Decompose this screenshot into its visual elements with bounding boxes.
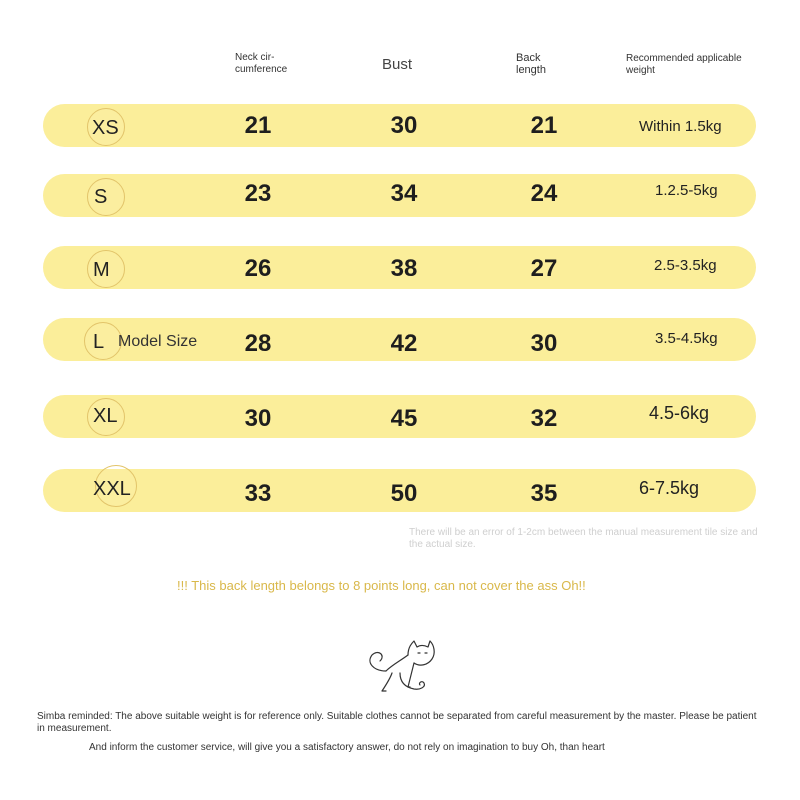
neck-value: 26 [244,255,272,282]
weight-value: Within 1.5kg [639,118,722,135]
header-back-length: Back length [516,52,546,76]
neck-value: 28 [244,330,272,357]
back-length-value: 32 [530,405,558,432]
back-length-value: 27 [530,255,558,282]
back-length-value: 35 [530,480,558,507]
size-label: L [93,331,105,353]
size-label: S [94,186,108,208]
size-label: M [93,259,110,281]
size-label: XS [92,117,119,139]
size-label: XL [93,405,118,427]
neck-value: 30 [244,405,272,432]
back-length-value: 24 [530,180,558,207]
bust-value: 38 [390,255,418,282]
header-bust: Bust [382,56,413,73]
bust-value: 50 [390,480,418,507]
size-label: XXL [93,478,131,500]
bust-value: 30 [390,112,418,139]
neck-value: 21 [244,112,272,139]
measurement-error-note: There will be an error of 1-2cm between the manual measurement tile size and the actual size. [409,527,758,550]
weight-value: 1.2.5-5kg [655,182,718,199]
weight-value: 4.5-6kg [649,403,710,423]
weight-value: 3.5-4.5kg [655,330,718,347]
weight-value: 2.5-3.5kg [654,257,717,274]
cat-line-drawing-icon [364,635,440,699]
header-neck-circumference: Neck cir- cumference [235,52,288,75]
weight-value: 6-7.5kg [639,478,700,498]
header-recommended-weight: Recommended applicable weight [626,53,742,76]
back-length-value: 30 [530,330,558,357]
bust-value: 45 [390,405,418,432]
bust-value: 42 [390,330,418,357]
model-size-label: Model Size [118,333,198,350]
neck-value: 23 [244,180,272,207]
neck-value: 33 [244,480,272,507]
footer-reminder: Simba reminded: The above suitable weight is for reference only. Suitable clothes cannot be separated from careful measurement by the master. Please be patient in measurement. [37,711,757,734]
footer-customer-service: And inform the customer service, will give you a satisfactory answer, do not rely on imagination to buy Oh, than heart [89,742,605,753]
back-length-warning: !!! This back length belongs to 8 points long, can not cover the ass Oh!! [177,578,586,593]
bust-value: 34 [390,180,418,207]
back-length-value: 21 [530,112,558,139]
